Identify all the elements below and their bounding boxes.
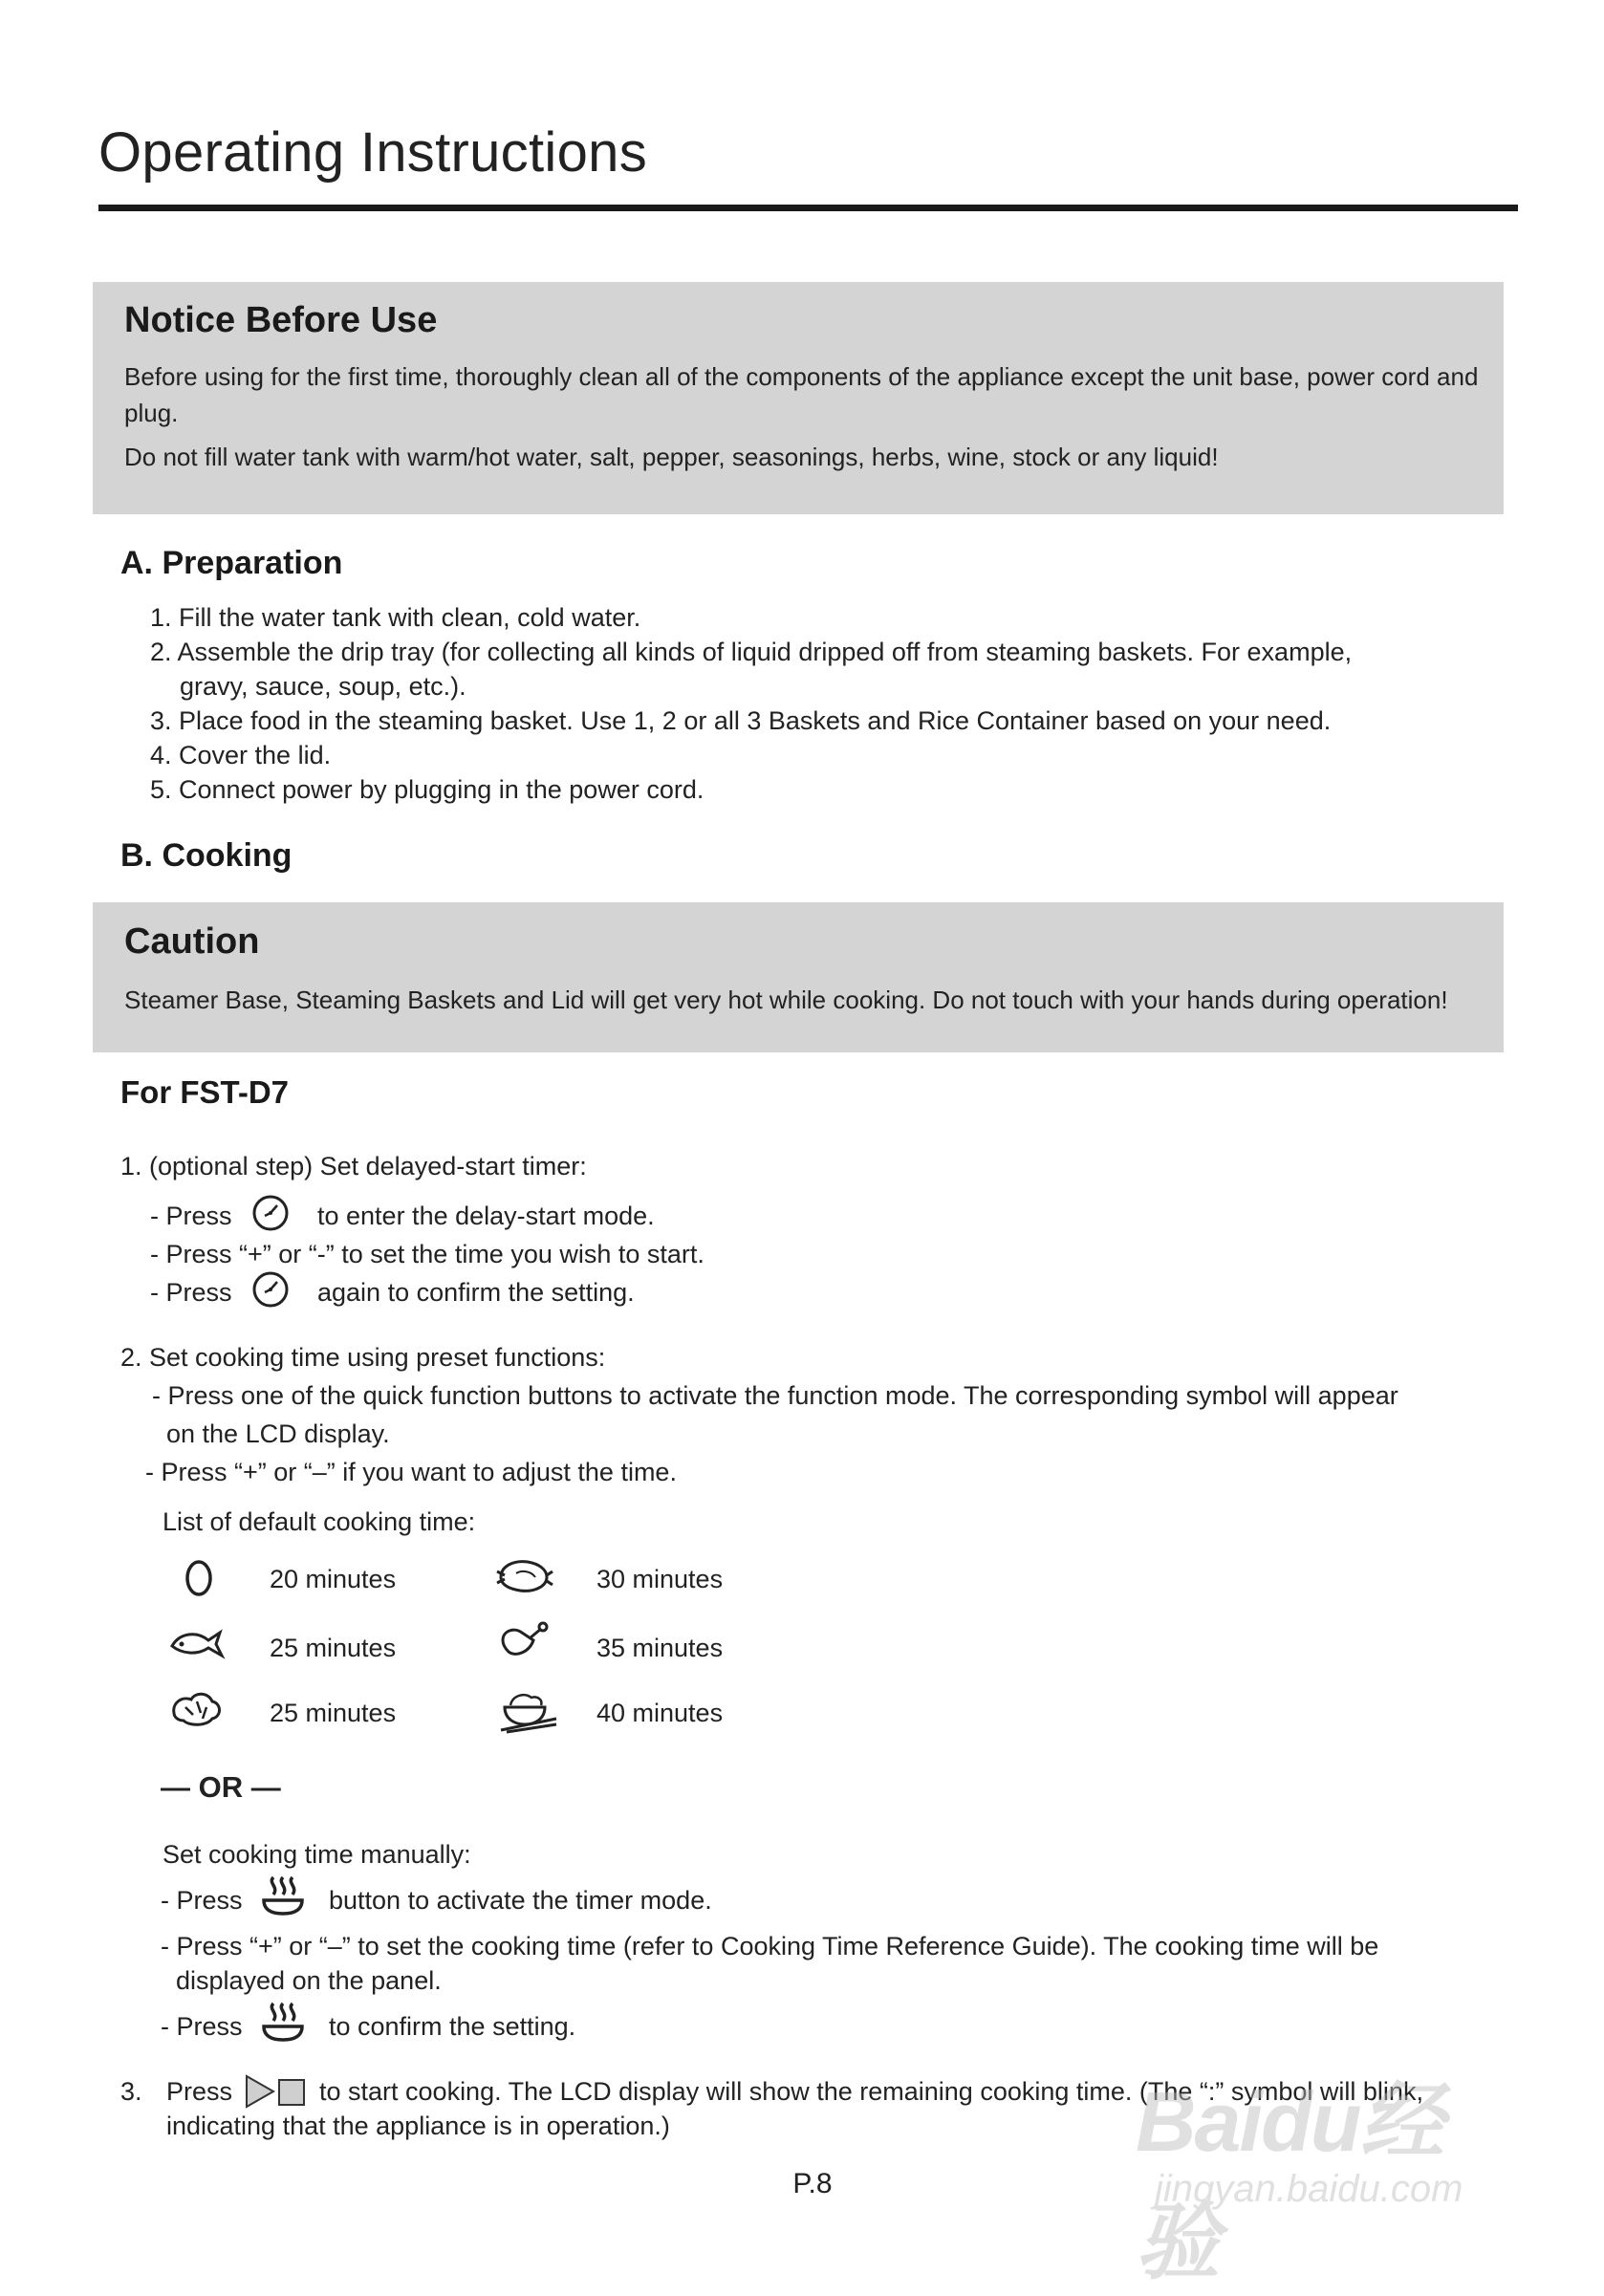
preset-list-title: List of default cooking time: — [163, 1507, 476, 1536]
delay-timer-icon — [250, 1193, 291, 1233]
preparation-step: 3. Place food in the steaming basket. Use 1, 2 or all 3 Baskets and Rice Container based on your need. — [150, 706, 1332, 735]
watermark-logo: Baidu经验 — [1136, 2074, 1442, 2289]
caution-text: Steamer Base, Steaming Baskets and Lid will get very hot while cooking. Do not touch with your hands during operation! — [124, 986, 1448, 1014]
poultry-icon — [493, 1554, 554, 1598]
press-label: - Press — [150, 1278, 232, 1307]
press-label: - Press — [161, 2012, 243, 2041]
step1-title: 1. (optional step) Set delayed-start timer: — [120, 1152, 587, 1180]
model-heading: For FST-D7 — [120, 1074, 290, 1110]
step2-line2: - Press “+” or “–” if you want to adjust the time. — [145, 1458, 677, 1486]
preset-time: 20 minutes — [270, 1565, 397, 1593]
notice-paragraph-2: Do not fill water tank with warm/hot water, salt, pepper, seasonings, herbs, wine, stock or any liquid! — [124, 443, 1219, 471]
delay-timer-icon — [250, 1269, 291, 1310]
caution-heading: Caution — [124, 921, 260, 962]
step3-line2: indicating that the appliance is in operation.) — [166, 2112, 670, 2140]
preset-time: 30 minutes — [596, 1565, 724, 1593]
preparation-step: 1. Fill the water tank with clean, cold water. — [150, 603, 641, 632]
preparation-heading: A. Preparation — [120, 545, 343, 581]
step2-line1: - Press one of the quick function buttons to activate the function mode. The corresponding symbol will appear — [152, 1381, 1398, 1410]
baidu-watermark — [1136, 2055, 1518, 2289]
preparation-step: gravy, sauce, soup, etc.). — [180, 672, 466, 701]
manual-line1: button to activate the timer mode. — [329, 1886, 712, 1915]
page-number: P.8 — [792, 2168, 833, 2199]
step3-line1: to start cooking. The LCD display will show the remaining cooking time. (The “:” symbol will blink, — [319, 2077, 1423, 2106]
title-underline — [98, 205, 1518, 211]
vegetable-icon — [168, 1686, 226, 1730]
preset-time: 40 minutes — [596, 1699, 724, 1727]
manual-title: Set cooking time manually: — [163, 1840, 471, 1869]
steam-timer-icon — [260, 2000, 306, 2044]
start-stop-icon — [245, 2074, 308, 2109]
notice-box — [93, 282, 1504, 514]
step3-press: Press — [166, 2077, 233, 2106]
meat-icon — [497, 1619, 551, 1663]
cooking-heading: B. Cooking — [120, 837, 293, 874]
step1-line1: to enter the delay-start mode. — [317, 1202, 655, 1230]
rice-bowl-icon — [497, 1686, 560, 1734]
fish-icon — [168, 1623, 226, 1661]
preparation-step: 5. Connect power by plugging in the power cord. — [150, 775, 704, 804]
step1-line3: again to confirm the setting. — [317, 1278, 635, 1307]
preset-time: 25 minutes — [270, 1699, 397, 1727]
manual-line3: to confirm the setting. — [329, 2012, 576, 2041]
preset-time: 35 minutes — [596, 1634, 724, 1662]
notice-paragraph-1: Before using for the first time, thoroughly clean all of the components of the appliance except the unit base, power cord and plug. — [124, 362, 1479, 427]
press-label: - Press — [161, 1886, 243, 1915]
steam-timer-icon — [260, 1874, 306, 1917]
step2-line1b: on the LCD display. — [166, 1419, 390, 1448]
or-separator: — OR — — [161, 1770, 281, 1804]
page-title: Operating Instructions — [98, 121, 647, 184]
manual-line2: - Press “+” or “–” to set the cooking time (refer to Cooking Time Reference Guide). The cooking time will be — [161, 1932, 1379, 1960]
preset-time: 25 minutes — [270, 1634, 397, 1662]
notice-heading: Notice Before Use — [124, 300, 438, 340]
step3-number: 3. — [120, 2077, 142, 2106]
preparation-step: 2. Assemble the drip tray (for collecting all kinds of liquid dripped off from steaming baskets. For example, — [150, 638, 1353, 666]
watermark-url: jingyan.baidu.com — [1155, 2168, 1463, 2210]
caution-box — [93, 902, 1504, 1052]
press-label: - Press — [150, 1202, 232, 1230]
step1-line2: - Press “+” or “-” to set the time you wish to start. — [150, 1240, 704, 1268]
step2-title: 2. Set cooking time using preset functions: — [120, 1343, 606, 1372]
egg-icon — [180, 1556, 218, 1598]
manual-line2b: displayed on the panel. — [176, 1966, 442, 1995]
preparation-step: 4. Cover the lid. — [150, 741, 332, 769]
